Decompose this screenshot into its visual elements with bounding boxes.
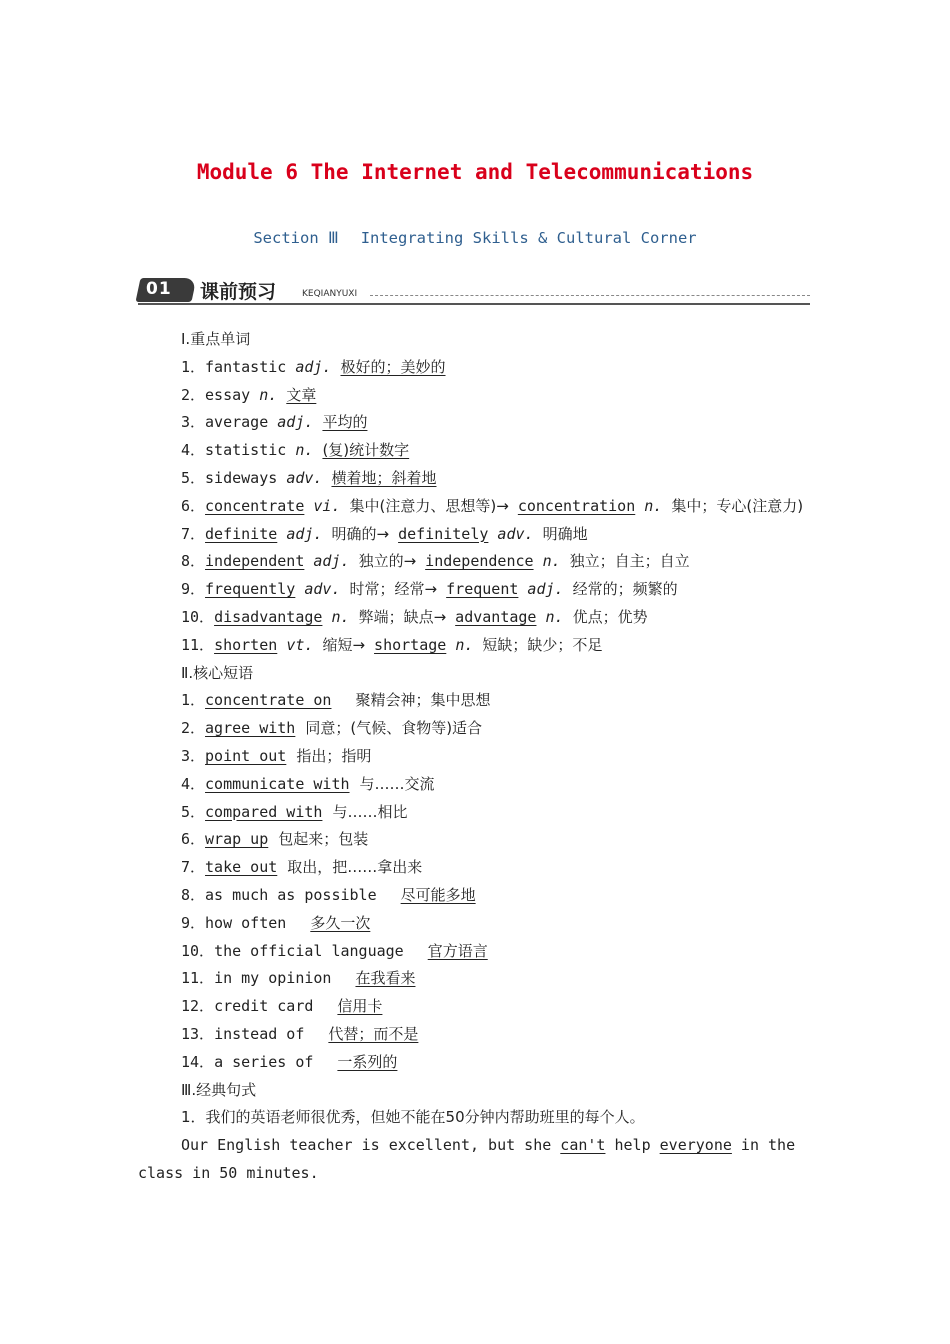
document-body <box>138 326 816 1188</box>
part1-heading: Ⅰ.重点单词 <box>181 330 251 348</box>
banner-number: 01 <box>146 279 172 299</box>
sentence-en: Our English teacher is excellent, but she can't help everyone in the class in 50 minutes. <box>138 1136 796 1182</box>
vocab-item: 4．statistic n. (复)统计数字 <box>181 441 410 460</box>
sentence-cn: 1．我们的英语老师很优秀，但她不能在50分钟内帮助班里的每个人。 <box>181 1108 645 1127</box>
section-subtitle <box>0 229 950 247</box>
vocab-item: 5．sideways adv. 横着地；斜着地 <box>181 468 437 487</box>
banner-rule <box>138 303 810 305</box>
vocab-item: 2．essay n. 文章 <box>181 385 317 404</box>
part2-heading: Ⅱ.核心短语 <box>181 663 254 682</box>
part3-heading: Ⅲ.经典句式 <box>181 1080 257 1099</box>
vocab-item: 9．frequently adv. 时常；经常→ frequent adj. 经常的；频繁的 <box>181 580 678 599</box>
phrase-item: 5．compared with 与……相比 <box>181 802 408 821</box>
vocab-item: 3．average adj. 平均的 <box>181 413 368 432</box>
phrase-item: 12．credit card 信用卡 <box>181 997 383 1016</box>
vocab-item: 10．disadvantage n. 弊端；缺点→ advantage n. 优点；优势 <box>181 607 648 626</box>
vocab-item: 6．concentrate vi. 集中(注意力、思想等)→ concentration n. 集中；专心(注意力) <box>181 496 804 515</box>
vocab-item: 7．definite adj. 明确的→ definitely adv. 明确地 <box>181 524 588 543</box>
vocab-item: 8．independent adj. 独立的→ independence n. 独立；自主；自立 <box>181 552 690 571</box>
banner-pinyin: KEQIANYUXI <box>302 289 358 299</box>
phrase-item: 13．instead of 代替；而不是 <box>181 1024 419 1043</box>
vocab-item: 1．fantastic adj. 极好的；美妙的 <box>181 357 446 376</box>
phrase-item: 2．agree with 同意；(气候、食物等)适合 <box>181 719 483 738</box>
section-banner <box>138 276 810 306</box>
phrase-item: 14．a series of 一系列的 <box>181 1052 398 1071</box>
phrase-item: 4．communicate with 与……交流 <box>181 774 435 793</box>
phrase-item: 10．the official language 官方语言 <box>181 941 488 960</box>
page-title: Module 6 The Internet and Telecommunications <box>196 160 754 184</box>
phrase-item: 6．wrap up 包起来；包装 <box>181 830 369 849</box>
banner-title: 课前预习 <box>200 281 277 303</box>
phrase-item: 9．how often 多久一次 <box>181 913 371 932</box>
phrase-item: 11．in my opinion 在我看来 <box>181 969 416 988</box>
section-number: Section Ⅲ <box>253 229 339 247</box>
phrase-item: 1．concentrate on 聚精会神；集中思想 <box>181 691 491 710</box>
phrase-item: 7．take out 取出，把……拿出来 <box>181 858 423 877</box>
section-name: Integrating Skills & Cultural Corner <box>360 229 697 247</box>
phrase-item: 8．as much as possible 尽可能多地 <box>181 885 476 904</box>
banner-dashed-line <box>370 295 810 296</box>
vocab-item: 11．shorten vt. 缩短→ shortage n. 短缺；缺少；不足 <box>181 635 603 654</box>
phrase-item: 3．point out 指出；指明 <box>181 746 372 765</box>
